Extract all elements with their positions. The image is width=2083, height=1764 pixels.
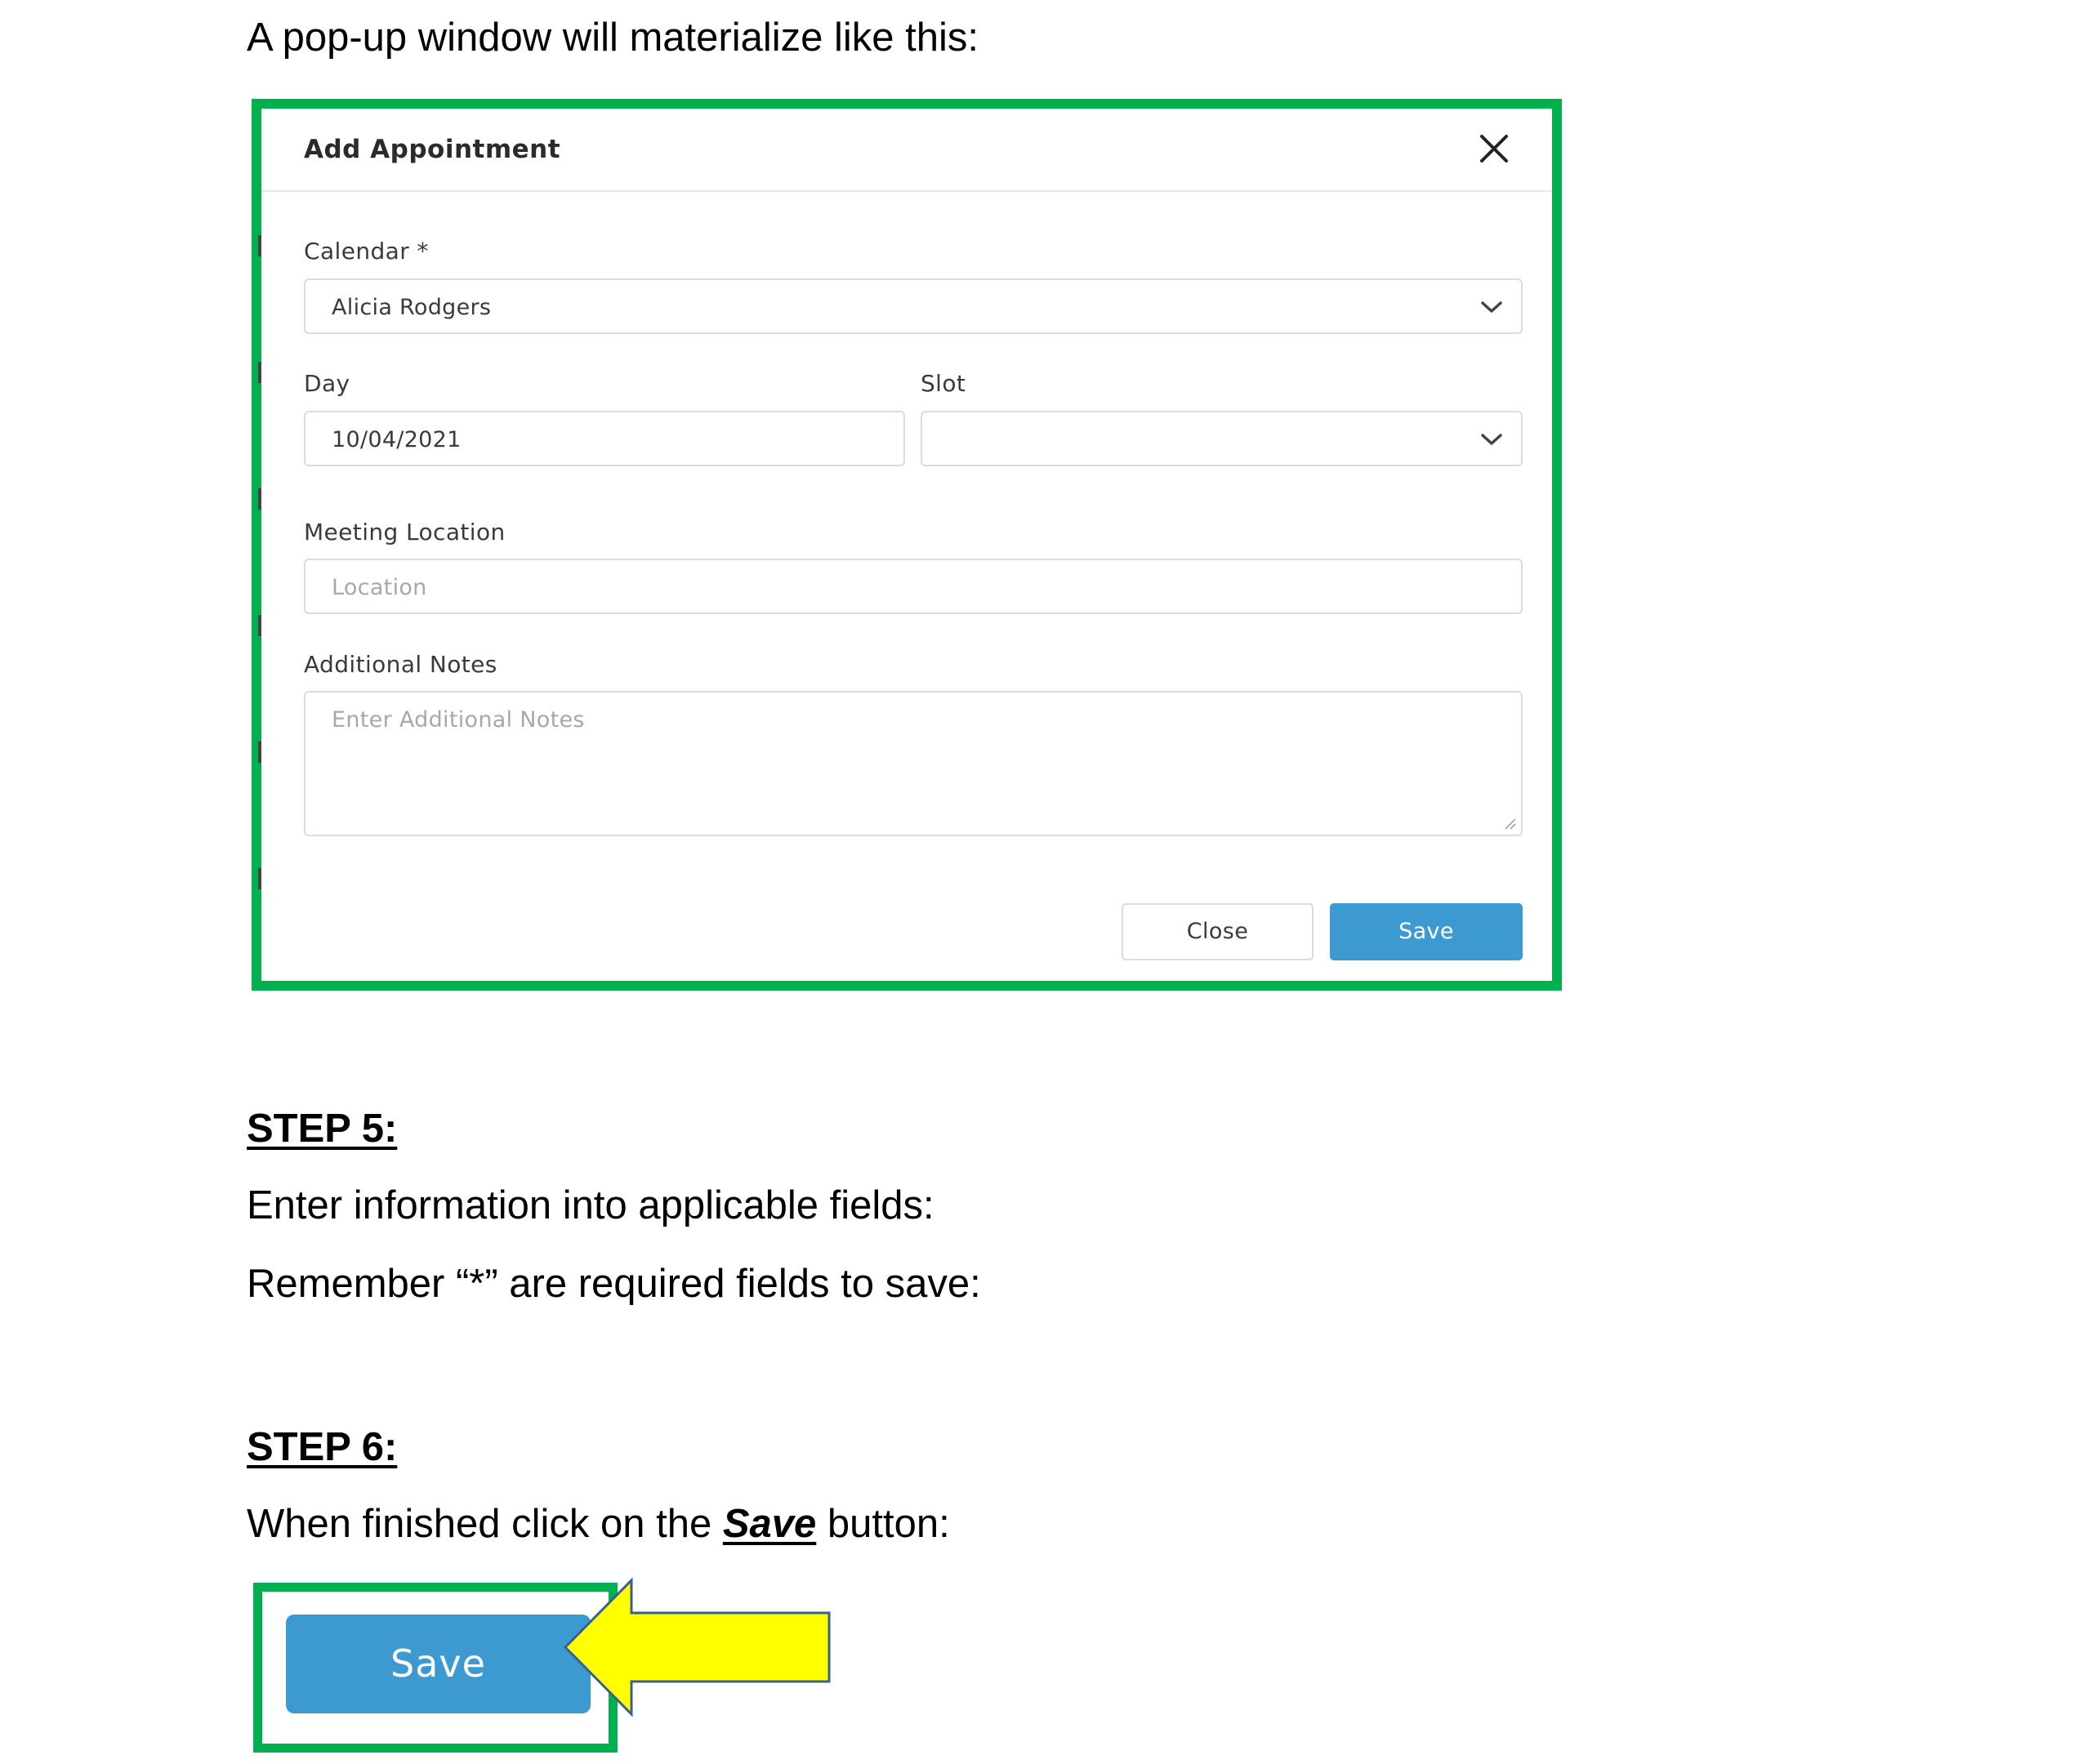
edge-tick: [258, 488, 261, 510]
yellow-arrow-icon: [564, 1578, 833, 1717]
step6-line-after: button:: [816, 1502, 950, 1546]
additional-notes-label: Additional Notes: [304, 651, 497, 678]
save-button-large[interactable]: Save: [286, 1615, 591, 1713]
step6-save-emphasis: Save: [722, 1502, 817, 1546]
meeting-location-label: Meeting Location: [304, 519, 506, 546]
chevron-down-icon: [1480, 430, 1503, 448]
chevron-down-icon: [1480, 298, 1503, 316]
meeting-location-input[interactable]: [304, 559, 1523, 614]
close-button[interactable]: Close: [1122, 903, 1314, 960]
modal-header: [261, 109, 1552, 192]
edge-tick: [258, 362, 261, 383]
step5-heading: STEP 5:: [247, 1107, 398, 1151]
resize-handle-icon[interactable]: [1503, 817, 1516, 830]
additional-notes-placeholder: Enter Additional Notes: [332, 707, 585, 733]
calendar-value: Alicia Rodgers: [332, 295, 492, 320]
day-label: Day: [304, 370, 350, 397]
modal-title: Add Appointment: [304, 135, 561, 164]
slot-label: Slot: [921, 370, 966, 397]
day-input[interactable]: [304, 411, 905, 466]
close-icon[interactable]: [1475, 130, 1513, 167]
calendar-label: Calendar *: [304, 238, 429, 265]
add-appointment-modal: [261, 109, 1552, 981]
slot-select[interactable]: [921, 411, 1523, 466]
step6-line-before: When finished click on the: [247, 1502, 723, 1546]
edge-tick: [258, 868, 261, 889]
save-button[interactable]: Save: [1330, 903, 1523, 960]
edge-tick: [258, 742, 261, 763]
step5-line1: Enter information into applicable fields:: [247, 1183, 934, 1227]
step5-line2: Remember “*” are required fields to save:: [247, 1262, 981, 1306]
day-value: 10/04/2021: [332, 427, 462, 452]
meeting-location-placeholder: Location: [332, 575, 427, 600]
intro-text: A pop-up window will materialize like this:: [247, 16, 979, 60]
calendar-select[interactable]: [304, 278, 1523, 334]
step6-heading: STEP 6:: [247, 1425, 398, 1469]
popup-highlight-frame: [252, 99, 1562, 991]
step6-line: [247, 1504, 950, 1544]
edge-tick: [258, 615, 261, 636]
edge-tick: [258, 235, 261, 256]
additional-notes-textarea[interactable]: [304, 691, 1523, 836]
